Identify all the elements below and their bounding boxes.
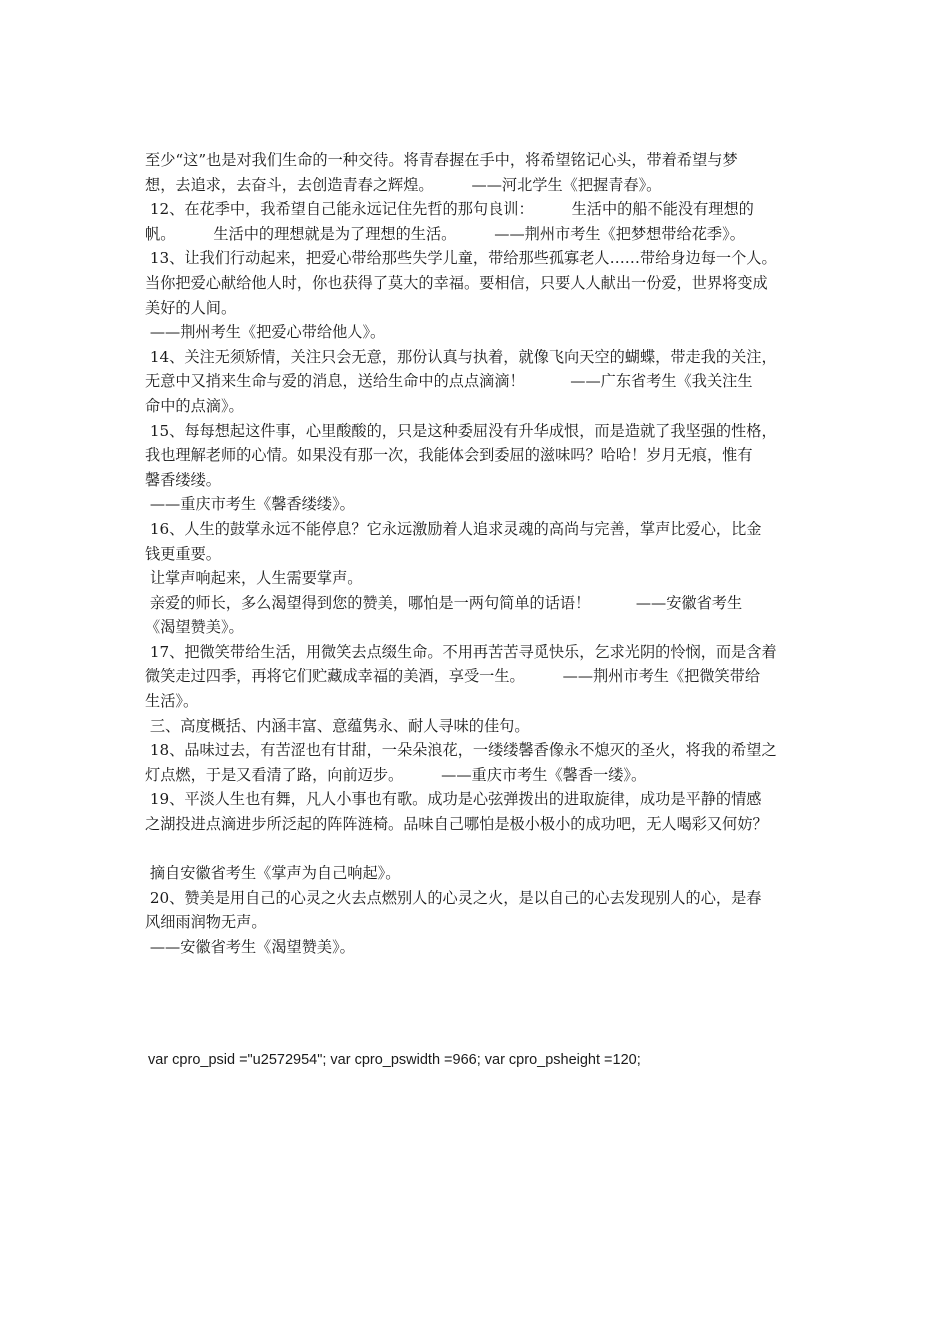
text-line: 钱更重要。 — [145, 544, 221, 563]
text-line: 当你把爱心献给他人时，你也获得了莫大的幸福。要相信，只要人人献出一份爱，世界将变成 — [145, 273, 768, 292]
text-line: 灯点燃，于是又看清了路，向前迈步。 ——重庆市考生《馨香一缕》。 — [145, 765, 647, 784]
text-line: 《渴望赞美》。 — [145, 618, 244, 637]
text-line: 微笑走过四季，再将它们贮藏成幸福的美酒，享受一生。 ——荆州市考生《把微笑带给 — [145, 667, 761, 686]
text-line: 摘自安徽省考生《掌声为自己响起》。 — [145, 864, 401, 883]
text-line: 三、高度概括、内涵丰富、意蕴隽永、耐人寻味的佳句。 — [145, 716, 530, 735]
text-line: 15、每每想起这件事，心里酸酸的，只是这种委屈没有升华成恨，而是造就了我坚强的性格， — [145, 421, 777, 440]
document-body — [145, 148, 825, 960]
text-line: 让掌声响起来，人生需要掌声。 — [145, 569, 363, 588]
text-line: 亲爱的师长，多么渴望得到您的赞美，哪怕是一两句简单的话语！ ——安徽省考生 — [145, 593, 743, 612]
text-line: 生活》。 — [145, 692, 199, 711]
text-line: 18、品味过去，有苦涩也有甘甜，一朵朵浪花，一缕缕馨香像永不熄灭的圣火，将我的希望之 — [145, 741, 777, 760]
text-line: ——荆州考生《把爱心带给他人》。 — [145, 323, 386, 342]
text-line: 馨香缕缕。 — [145, 470, 221, 489]
blank-line — [145, 837, 825, 862]
text-line: 至少“这”也是对我们生命的一种交待。将青春握在手中，将希望铭记心头，带着希望与梦 — [145, 151, 738, 169]
text-line: 想，去追求，去奋斗，去创造青春之辉煌。 ——河北学生《把握青春》。 — [145, 175, 662, 194]
text-line: 无意中又捎来生命与爱的消息，送给生命中的点点滴滴！ ——广东省考生《我关注生 — [145, 372, 753, 391]
text-line: ——重庆市考生《馨香缕缕》。 — [145, 495, 355, 514]
text-line: 12、在花季中，我希望自己能永远记住先哲的那句良训： 生活中的船不能没有理想的 — [145, 200, 754, 219]
text-line: 14、关注无须矫情，关注只会无意，那份认真与执着，就像飞向天空的蝴蝶，带走我的关注， — [145, 347, 777, 366]
text-line: 风细雨润物无声。 — [145, 913, 267, 932]
text-line: 13、让我们行动起来，把爱心带给那些失学儿童，带给那些孤寡老人……带给身边每一个人。 — [145, 249, 777, 268]
text-line: ——安徽省考生《渴望赞美》。 — [145, 938, 355, 956]
text-line: 我也理解老师的心情。如果没有那一次，我能体会到委屈的滋味吗？哈哈！岁月无痕，惟有 — [145, 446, 753, 465]
text-line: 之湖投进点滴进步所泛起的阵阵涟椅。品味自己哪怕是极小极小的成功吧，无人喝彩又何妨？ — [145, 815, 768, 834]
text-line: 美好的人间。 — [145, 298, 237, 317]
text-line: 19、平淡人生也有舞，凡人小事也有歌。成功是心弦弹拨出的进取旋律，成功是平静的情感 — [145, 790, 762, 809]
text-line: 帆。 生活中的理想就是为了理想的生活。 ——荆州市考生《把梦想带给花季》。 — [145, 224, 745, 243]
text-line: 20、赞美是用自己的心灵之火去点燃别人的心灵之火，是以自己的心去发现别人的心，是春 — [145, 888, 762, 907]
text-line: 17、把微笑带给生活，用微笑去点缀生命。不用再苦苦寻觅快乐，乞求光阴的怜悯，而是含着 — [145, 642, 777, 661]
text-line: 命中的点滴》。 — [145, 396, 244, 415]
script-text: var cpro_psid ="u2572954"; var cpro_pswidth =966; var cpro_psheight =120; — [148, 1052, 641, 1068]
text-line: 16、人生的鼓掌永远不能停息？它永远激励着人追求灵魂的高尚与完善，掌声比爱心，比金 — [145, 519, 762, 538]
